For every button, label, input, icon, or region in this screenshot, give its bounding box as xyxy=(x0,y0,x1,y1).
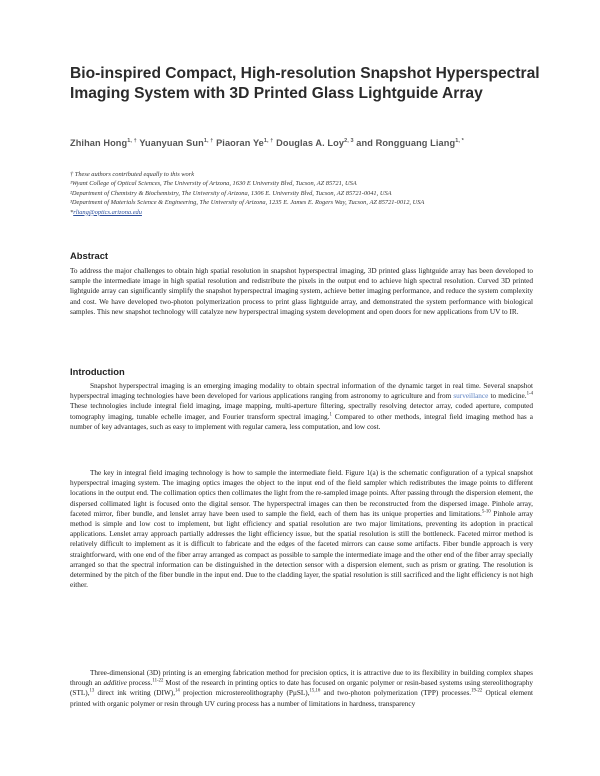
author-name: Douglas A. Loy xyxy=(276,138,345,149)
citation: 14 xyxy=(175,689,180,694)
introduction-heading: Introduction xyxy=(70,366,125,377)
equal-contribution-note: † These authors contributed equally to this work xyxy=(70,171,195,178)
citation: 1 xyxy=(329,412,332,418)
affiliations xyxy=(70,170,540,217)
affiliation-2: ²Department of Chemistry & Biochemistry, The University of Arizona, 1306 E. University Blvd, Tucson, AZ 85721-0041, USA xyxy=(70,189,392,197)
author-affiliation-marker: 1, † xyxy=(203,138,214,144)
text-run: direct ink writing (DIW), xyxy=(94,689,176,698)
text-run: The key in integral field imaging technology is how to sample the intermediate field. Figure 1(a) is the schematic configuration of a typical snapshot hyperspectral imaging system. The imaging optics images the object to the input end of the field sampler which redistributes the image points to different locations in the output end. The collimation optics then collimates the light from the re-sampled image points. After passing through the dispersion element, the dispersed collimated light is focused onto the digital sensor. The hyperspectral images can then be reconstructed from the dispersed image. Pinhole array, faceted mirror, fiber bundle, and lenslet array have been used to sample the field, each of them has its unique properties and limitations. xyxy=(70,469,533,518)
author-list xyxy=(70,135,540,150)
text-run: projection microstereolithography (PμSL), xyxy=(179,689,310,698)
text-run: Snapshot hyperspectral imaging is an emerging imaging modality to obtain spectral information of the dynamic target in real time. Several snapshot hyperspectral imaging technologies have been developed for various applications ranging from astronomy to agriculture and from xyxy=(70,382,533,401)
text-run: Most of the research in printing optics to date has focused on organic polymer or resin-based systems using stereolithography (STL), xyxy=(70,679,533,698)
text-run: Three-dimensional (3D) printing is an emerging fabrication method for precision optics, it is attractive due to its flexibility in building complex shapes through an xyxy=(70,669,533,688)
text-run: Compared to other methods, integral field imaging method has a number of key advantages, such as easy to implement with regular camera, less computation, and low cost. xyxy=(70,412,533,431)
corresponding-email-line xyxy=(70,208,540,217)
surveillance-link[interactable]: surveillance xyxy=(453,392,489,401)
author-conjunction: and xyxy=(356,138,373,149)
intro-paragraph-3 xyxy=(70,668,533,709)
author-name: Piaoran Ye xyxy=(216,138,264,149)
intro-paragraph-2 xyxy=(70,468,533,590)
author-name: Rongguang Liang xyxy=(375,138,456,149)
email-link[interactable]: rliang@optics.arizona.edu xyxy=(73,208,142,216)
text-run: Pinhole array method is simple and low cost to implement, but light efficiency and spatial resolution are two major limitations, preventing its adoption in practical applications. Lenslet array approach partially addresses the light efficiency issue, but the spatial resolution is still the bottleneck. Faceted mirror method is relatively difficult to implement as it is difficult to fabricate and the edges of the faceted mirrors can cause some artifacts. Fiber bundle approach is very straightforward, with one end of the fiber array arranged as compact as possible to sample the intermediate image and the other end of the fiber array specially arranged so that the spectral information can be distinguished in the detection sensor with a dispersion element, such as prism or grating. The resolution is determined by the pitch of the fiber bundle in the input end. Due to the cladding layer, the spatial resolution is still sacrificed and the light efficiency is not high either. xyxy=(70,509,533,590)
citation: 1-4 xyxy=(526,391,533,397)
author-affiliation-marker: 1, † xyxy=(263,138,274,144)
affiliation-3: ³Department of Materials Science & Engineering, The University of Arizona, 1235 E. James E. Rogers Way, Tucson, AZ 85721-0012, USA xyxy=(70,199,425,207)
author-name: Yuanyuan Sun xyxy=(139,138,204,149)
text-run: and two-photon polymerization (TPP) processes. xyxy=(320,689,472,698)
author-name: Zhihan Hong xyxy=(70,138,128,149)
text-run: Optical element printed with organic polymer or resin through UV curing process has a number of limitations in hardness, transparency xyxy=(70,689,534,708)
citation: 19-22 xyxy=(471,689,483,694)
paper-title: Bio-inspired Compact, High-resolution Snapshot Hyperspectral Imaging System with 3D Printed Glass Lightguide Array xyxy=(70,65,540,102)
emphasis-additive: additive xyxy=(103,679,127,688)
abstract-text: To address the major challenges to obtain high spatial resolution in snapshot hyperspectral imaging, 3D printed glass lightguide array has been developed to sample the intermediate image in high spatial resolution and redistribute the pixels in the output end to achieve high spectral resolution. Curved 3D printed lightguide array can significantly simplify the snapshot hyperspectral imaging system, achieve better imaging performance, and reduce the system complexity and cost. We have developed two-photon polymerization process to print glass lightguide array, and demonstrated the system performance with biological samples. This new snapshot technology will catalyze new hyperspectral imaging system development and open doors for new applications from UV to IR. xyxy=(70,267,533,316)
citation: 11-22 xyxy=(152,678,164,684)
affiliation-1: ¹Wyant College of Optical Sciences, The University of Arizona, 1630 E University Blvd, Tucson, AZ 85721, USA xyxy=(70,180,357,188)
author-affiliation-marker: 2, 3 xyxy=(344,138,354,144)
text-run: to medicine. xyxy=(488,392,527,401)
author-affiliation-marker: 1, † xyxy=(127,138,137,144)
author-affiliation-marker: 1, * xyxy=(455,138,464,144)
text-run: process. xyxy=(126,679,153,688)
corresponding-marker: * xyxy=(70,208,74,216)
citation: 5-10 xyxy=(481,509,491,515)
citation: 13 xyxy=(89,689,95,694)
abstract-heading: Abstract xyxy=(70,250,109,261)
intro-paragraph-1 xyxy=(70,381,533,432)
citation: 15,16 xyxy=(309,689,321,694)
text-run: These technologies include integral field imaging, image mapping, multi-aperture filtering, spectrally resolving detector array, coded aperture, computed tomography imaging, tunable echelle imager, and Fourier transform spectral imaging. xyxy=(70,402,533,421)
